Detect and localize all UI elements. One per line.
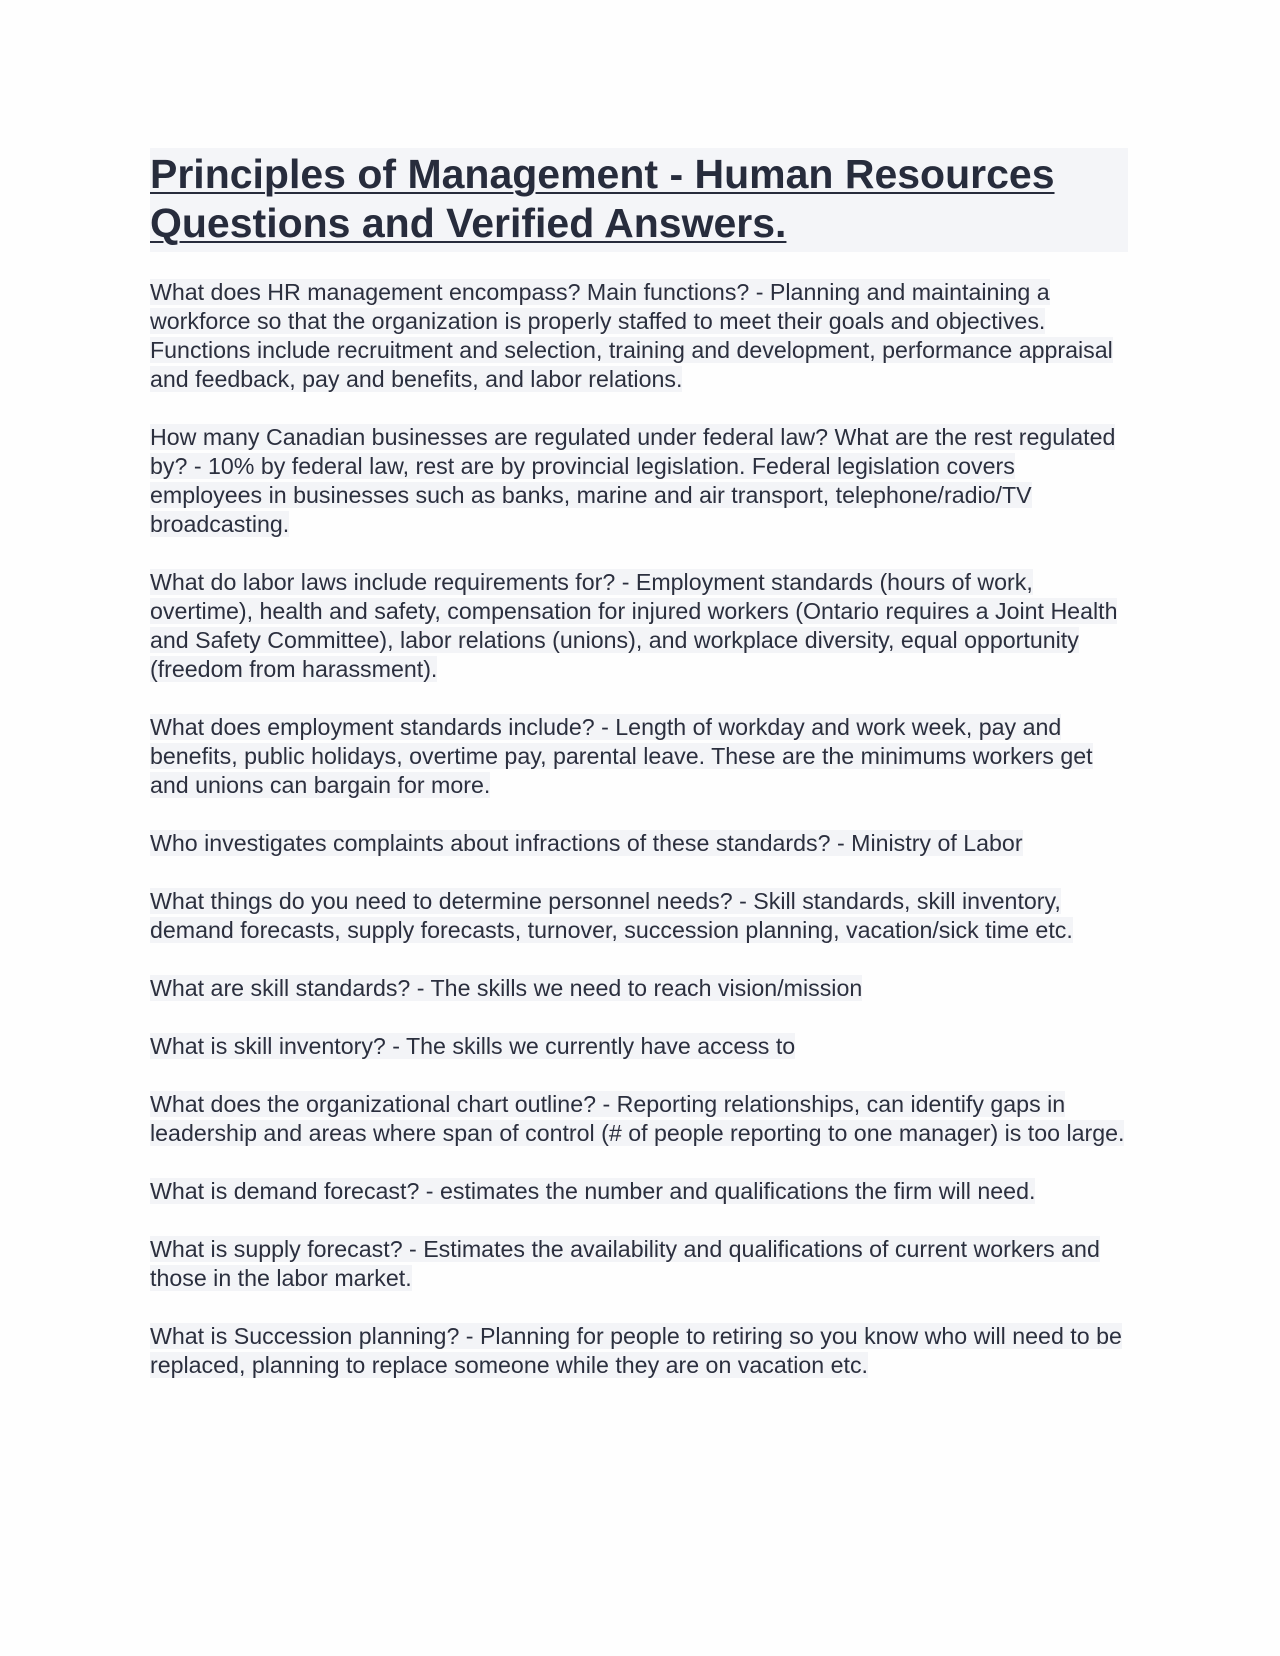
qa-text: What does employment standards include? - Length of workday and work week, pay and benefits, public holidays, overtime pay, parental leave. These are the minimums workers get and unions can bargain for more.: [150, 714, 1093, 798]
qa-item: [150, 423, 1128, 539]
qa-text: What is demand forecast? - estimates the number and qualifications the firm will need.: [150, 1178, 1036, 1204]
qa-text: What is skill inventory? - The skills we currently have access to: [150, 1033, 796, 1059]
document-page: [150, 148, 1128, 1409]
qa-text: What is Succession planning? - Planning for people to retiring so you know who will need to be replaced, planning to replace someone while they are on vacation etc.: [150, 1323, 1122, 1378]
document-title: Principles of Management - Human Resources Questions and Verified Answers.: [150, 151, 1055, 246]
qa-text: What are skill standards? - The skills we need to reach vision/mission: [150, 975, 863, 1001]
qa-item: [150, 1235, 1128, 1293]
qa-text: What does the organizational chart outline? - Reporting relationships, can identify gaps in leadership and areas where span of control (# of people reporting to one manager) is too large.: [150, 1091, 1125, 1146]
qa-text: Who investigates complaints about infractions of these standards? - Ministry of Labor: [150, 830, 1023, 856]
qa-item: [150, 829, 1128, 858]
qa-item: [150, 1032, 1128, 1061]
title-block: [150, 148, 1128, 252]
qa-item: [150, 887, 1128, 945]
qa-item: [150, 974, 1128, 1003]
qa-text: What things do you need to determine personnel needs? - Skill standards, skill inventory, demand forecasts, supply forecasts, turnover, succession planning, vacation/sick time etc.: [150, 888, 1073, 943]
qa-text: How many Canadian businesses are regulated under federal law? What are the rest regulated by? - 10% by federal law, rest are by provincial legislation. Federal legislation covers employees in businesses such as banks, marine and air transport, telephone/radio/TV broadcasting.: [150, 424, 1116, 537]
qa-item: [150, 1322, 1128, 1380]
qa-item: [150, 1177, 1128, 1206]
qa-item: [150, 1090, 1128, 1148]
qa-item: [150, 713, 1128, 800]
qa-text: What is supply forecast? - Estimates the availability and qualifications of current workers and those in the labor market.: [150, 1236, 1100, 1291]
qa-text: What do labor laws include requirements for? - Employment standards (hours of work, overtime), health and safety, compensation for injured workers (Ontario requires a Joint Health and Safety Committee), labor relations (unions), and workplace diversity, equal opportunity (freedom from harassment).: [150, 569, 1118, 682]
qa-list: [150, 278, 1128, 1380]
qa-item: [150, 568, 1128, 684]
qa-text: What does HR management encompass? Main functions? - Planning and maintaining a workforce so that the organization is properly staffed to meet their goals and objectives. Functions include recruitment and selection, training and development, performance appraisal and feedback, pay and benefits, and labor relations.: [150, 279, 1113, 392]
qa-item: [150, 278, 1128, 394]
